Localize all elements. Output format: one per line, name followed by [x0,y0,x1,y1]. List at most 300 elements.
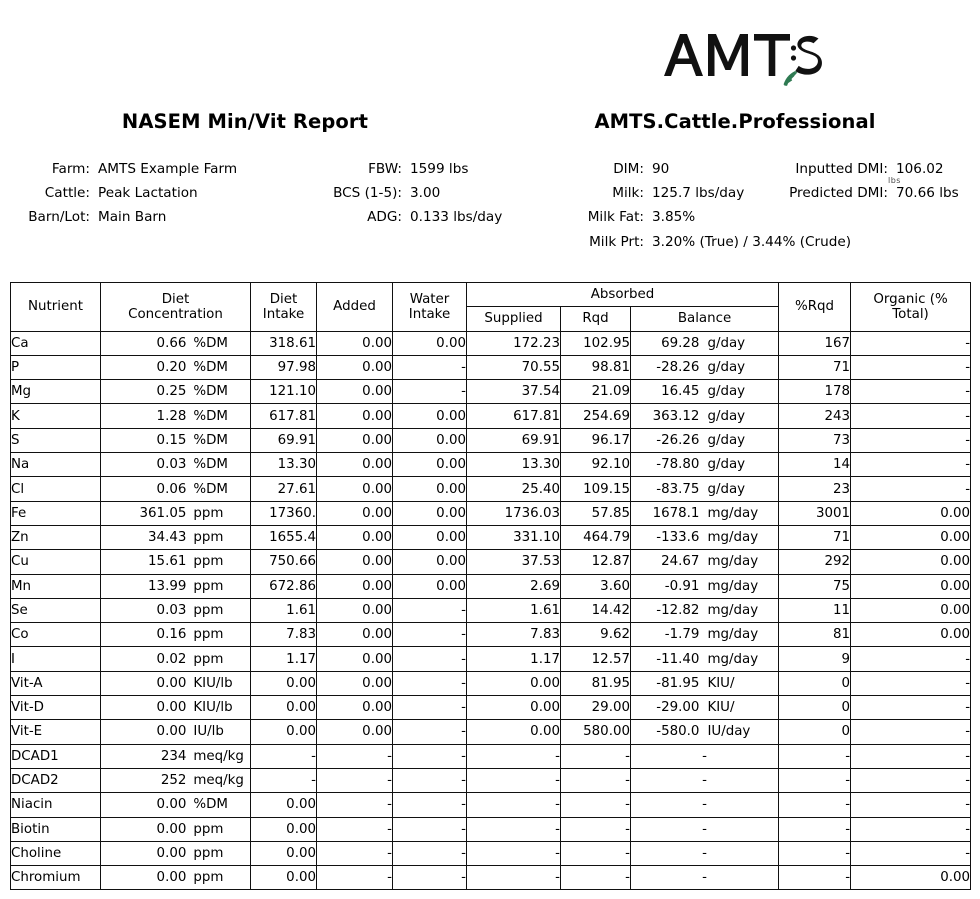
cell-nutrient: DCAD2 [11,768,101,792]
cell-nutrient: S [11,428,101,452]
cell-nutrient: DCAD1 [11,744,101,768]
header-column-dmi [760,157,980,205]
cell-added: 0.00 [317,380,393,404]
cell-supplied: 0.00 [467,671,561,695]
cell-organic: - [851,793,971,817]
cell-pct_rqd: 9 [779,647,851,671]
cell-diet_intake: 0.00 [251,720,317,744]
cell-water_intake: - [393,623,467,647]
cell-supplied: 1736.03 [467,501,561,525]
balance-value: -12.82 [656,603,700,618]
cell-pct_rqd: 11 [779,598,851,622]
cell-diet_intake: 0.00 [251,793,317,817]
cell-water_intake: 0.00 [393,453,467,477]
header-label-milk: Milk: [612,185,644,202]
header-label-fbw: FBW: [368,161,402,177]
cell-water_intake: - [393,355,467,379]
table-row [11,720,971,744]
cell-balance [631,355,779,379]
diet-concentration-unit: %DM [193,360,228,376]
cell-rqd: 29.00 [561,696,631,720]
diet-concentration-value: 0.15 [156,432,187,448]
cell-added: - [317,793,393,817]
cell-rqd: 14.42 [561,598,631,622]
cell-added: 0.00 [317,428,393,452]
cell-supplied: 331.10 [467,525,561,549]
diet-concentration-unit: %DM [193,408,228,424]
balance-unit: mg/day [707,578,759,594]
header-label-milk-fat: Milk Fat: [587,209,644,226]
cell-organic: - [851,453,971,477]
cell-water_intake: - [393,696,467,720]
cell-water_intake: - [393,744,467,768]
balance-unit: g/day [707,335,746,351]
table-row [11,841,971,865]
balance-value: - [702,821,707,837]
cell-balance [631,404,779,428]
cell-water_intake: 0.00 [393,501,467,525]
table-row [11,696,971,720]
col-header-rqd: Rqd [561,307,631,331]
balance-value: -26.26 [656,432,700,448]
header-value-milk: 125.7 lbs/day [652,185,745,202]
cell-pct_rqd: 71 [779,525,851,549]
balance-value: 363.12 [652,408,700,424]
col-header-organic: Organic (% Total) [851,283,971,332]
cell-diet-concentration [101,623,251,647]
cell-rqd: - [561,744,631,768]
cell-nutrient: Ca [11,331,101,355]
diet-concentration-unit: ppm [193,870,224,886]
cell-added: 0.00 [317,720,393,744]
header-label-inputted-dmi: Inputted DMI: [795,161,888,177]
diet-concentration-unit: %DM [193,481,228,497]
cell-water_intake: - [393,671,467,695]
diet-concentration-value: 0.00 [156,797,187,813]
cell-organic: - [851,355,971,379]
cell-pct_rqd: 23 [779,477,851,501]
cell-pct_rqd: 0 [779,671,851,695]
diet-concentration-value: 34.43 [148,530,187,546]
cell-pct_rqd: 3001 [779,501,851,525]
cell-balance [631,720,779,744]
table-row [11,598,971,622]
cell-balance [631,525,779,549]
cell-added: - [317,841,393,865]
header-value-inputted-dmi: 106.02 [896,161,944,177]
cell-diet_intake: 27.61 [251,477,317,501]
cell-added: 0.00 [317,550,393,574]
header-field-fbw [300,157,560,181]
table-row [11,525,971,549]
cell-supplied: 1.17 [467,647,561,671]
cell-diet-concentration [101,501,251,525]
cell-organic: 0.00 [851,866,971,890]
cell-water_intake: 0.00 [393,404,467,428]
table-row [11,817,971,841]
col-header-diet-concentration: Diet Concentration [101,283,251,332]
cell-nutrient: K [11,404,101,428]
header-value-milk-fat: 3.85% [652,209,696,226]
cell-diet-concentration [101,671,251,695]
diet-concentration-value: 0.20 [156,360,187,376]
cell-water_intake: - [393,817,467,841]
table-row [11,623,971,647]
header-value-bcs: 3.00 [410,185,441,202]
cell-balance [631,550,779,574]
cell-diet-concentration [101,696,251,720]
balance-value: -1.79 [664,627,700,643]
cell-supplied: 7.83 [467,623,561,647]
cell-diet-concentration [101,793,251,817]
header-value-milk-prt: 3.20% (True) / 3.44% (Crude) [652,233,852,250]
cell-rqd: - [561,841,631,865]
cell-added: 0.00 [317,501,393,525]
cell-diet_intake: 672.86 [251,574,317,598]
cell-balance [631,647,779,671]
diet-concentration-unit: %DM [193,457,228,473]
cell-pct_rqd: - [779,744,851,768]
header-column-body [300,157,560,230]
diet-concentration-value: 0.66 [156,335,187,351]
cell-rqd: 254.69 [561,404,631,428]
cell-rqd: 464.79 [561,525,631,549]
cell-pct_rqd: - [779,817,851,841]
balance-unit: g/day [707,360,746,376]
cell-supplied: - [467,768,561,792]
diet-concentration-value: 0.00 [156,700,187,716]
header-field-milk [570,181,792,205]
balance-value: - [702,870,707,886]
header-label-predicted-dmi: Predicted DMI: [789,185,888,202]
cell-nutrient: Se [11,598,101,622]
diet-concentration-value: 13.99 [148,578,187,594]
cell-water_intake: - [393,598,467,622]
cell-added: - [317,866,393,890]
header-value-farm: AMTS Example Farm [98,161,238,177]
balance-unit: KIU/ [707,675,735,691]
table-row [11,428,971,452]
cell-organic: 0.00 [851,623,971,647]
header-value-fbw: 1599 lbs [410,161,469,177]
report-title-left: NASEM Min/Vit Report [121,110,369,133]
cell-rqd: 12.57 [561,647,631,671]
cell-supplied: - [467,841,561,865]
col-header-supplied: Supplied [467,307,561,331]
balance-unit: mg/day [707,627,759,643]
cell-nutrient: Vit-D [11,696,101,720]
cell-pct_rqd: 75 [779,574,851,598]
cell-organic: - [851,380,971,404]
balance-unit: KIU/ [707,700,735,716]
table-row [11,501,971,525]
balance-unit: g/day [707,457,746,473]
cell-added: 0.00 [317,623,393,647]
cell-organic: - [851,720,971,744]
table-row [11,477,971,501]
diet-concentration-value: 0.03 [156,603,187,618]
col-header-added: Added [317,283,393,332]
cell-rqd: 57.85 [561,501,631,525]
diet-concentration-value: 0.06 [156,481,187,497]
cell-pct_rqd: 81 [779,623,851,647]
cell-added: 0.00 [317,671,393,695]
cell-organic: 0.00 [851,598,971,622]
cell-diet-concentration [101,331,251,355]
amts-logo-icon [660,22,830,94]
cell-added: 0.00 [317,598,393,622]
table-row [11,550,971,574]
balance-value: - [702,797,707,813]
cell-added: 0.00 [317,525,393,549]
cell-balance [631,331,779,355]
cell-added: 0.00 [317,331,393,355]
cell-organic: - [851,477,971,501]
cell-balance [631,453,779,477]
cell-water_intake: 0.00 [393,574,467,598]
cell-pct_rqd: - [779,866,851,890]
cell-rqd: - [561,866,631,890]
diet-concentration-value: 0.02 [156,651,187,667]
header-label-adg: ADG: [367,209,402,226]
cell-diet-concentration [101,550,251,574]
report-title-right: AMTS.Cattle.Professional [594,110,876,133]
cell-added: - [317,744,393,768]
table-row [11,744,971,768]
cell-added: 0.00 [317,647,393,671]
cell-pct_rqd: 71 [779,355,851,379]
header-field-farm [12,157,308,181]
cell-balance [631,501,779,525]
cell-nutrient: Vit-E [11,720,101,744]
cell-diet-concentration [101,866,251,890]
cell-rqd: - [561,817,631,841]
balance-value: 16.45 [661,384,700,400]
cell-balance [631,793,779,817]
table-row [11,404,971,428]
cell-balance [631,380,779,404]
balance-unit: g/day [707,384,746,400]
cell-diet-concentration [101,477,251,501]
cell-added: - [317,768,393,792]
balance-value: - [702,773,707,789]
cell-nutrient: Zn [11,525,101,549]
header-value-barn-lot: Main Barn [98,209,167,226]
diet-concentration-unit: KIU/lb [193,700,233,716]
table-row [11,671,971,695]
cell-supplied: 25.40 [467,477,561,501]
cell-organic: - [851,744,971,768]
table-header [11,283,971,332]
cell-balance [631,866,779,890]
balance-unit: mg/day [707,603,759,618]
balance-unit: mg/day [707,505,759,521]
col-header-pct-rqd: %Rqd [779,283,851,332]
report-titles [0,110,980,140]
cell-supplied: - [467,817,561,841]
balance-value: -83.75 [656,481,700,497]
cell-nutrient: Niacin [11,793,101,817]
cell-rqd: 92.10 [561,453,631,477]
cell-diet_intake: 0.00 [251,671,317,695]
cell-nutrient: Cl [11,477,101,501]
diet-concentration-value: 0.16 [156,627,187,643]
diet-concentration-value: 252 [160,773,187,789]
cell-nutrient: P [11,355,101,379]
balance-value: - [702,748,707,764]
cell-added: 0.00 [317,453,393,477]
cell-nutrient: Mn [11,574,101,598]
cell-diet_intake: 1.17 [251,647,317,671]
cell-balance [631,477,779,501]
cell-water_intake: 0.00 [393,477,467,501]
cell-rqd: - [561,768,631,792]
cell-nutrient: Mg [11,380,101,404]
header-label-dim: DIM: [613,161,644,177]
diet-concentration-unit: ppm [193,651,224,667]
diet-concentration-value: 361.05 [139,505,187,521]
cell-nutrient: Vit-A [11,671,101,695]
diet-concentration-value: 0.00 [156,821,187,837]
cell-organic: - [851,817,971,841]
cell-supplied: - [467,744,561,768]
balance-value: -78.80 [656,457,700,473]
cell-supplied: 37.53 [467,550,561,574]
cell-diet_intake: 121.10 [251,380,317,404]
diet-concentration-value: 0.00 [156,675,187,691]
cell-organic: 0.00 [851,550,971,574]
header-label-barn-lot: Barn/Lot: [28,209,90,226]
cell-nutrient: Choline [11,841,101,865]
table-row [11,574,971,598]
cell-rqd: 96.17 [561,428,631,452]
cell-diet-concentration [101,404,251,428]
cell-organic: - [851,696,971,720]
cell-organic: - [851,428,971,452]
cell-supplied: - [467,866,561,890]
cell-diet-concentration [101,720,251,744]
cell-balance [631,671,779,695]
diet-concentration-unit: meq/kg [193,748,244,764]
cell-balance [631,744,779,768]
cell-diet_intake: - [251,744,317,768]
balance-unit: g/day [707,408,746,424]
diet-concentration-value: 1.28 [156,408,187,424]
cell-organic: 0.00 [851,501,971,525]
header-field-milk-prt [570,230,852,254]
cell-supplied: 13.30 [467,453,561,477]
balance-value: -580.0 [656,724,700,740]
cell-diet-concentration [101,453,251,477]
cell-rqd: 21.09 [561,380,631,404]
col-header-nutrient: Nutrient [11,283,101,332]
balance-unit: mg/day [707,530,759,546]
cell-organic: - [851,404,971,428]
diet-concentration-unit: %DM [193,797,228,813]
cell-pct_rqd: 178 [779,380,851,404]
cell-water_intake: - [393,793,467,817]
col-header-water-intake: Water Intake [393,283,467,332]
cell-balance [631,768,779,792]
cell-diet-concentration [101,768,251,792]
cell-added: 0.00 [317,355,393,379]
cell-diet_intake: 0.00 [251,866,317,890]
balance-unit: IU/day [707,724,751,740]
cell-diet-concentration [101,817,251,841]
cell-water_intake: - [393,380,467,404]
cell-diet_intake: 69.91 [251,428,317,452]
cell-balance [631,841,779,865]
table-row [11,380,971,404]
cell-diet-concentration [101,598,251,622]
header-value-adg: 0.133 lbs/day [410,209,503,226]
cell-pct_rqd: - [779,841,851,865]
sprig-icon [784,71,798,87]
cell-rqd: 109.15 [561,477,631,501]
cell-pct_rqd: 0 [779,696,851,720]
header-value-predicted-dmi: 70.66 lbs [896,185,959,202]
table-row [11,331,971,355]
diet-concentration-unit: %DM [193,384,228,400]
cell-diet-concentration [101,428,251,452]
cell-diet_intake: 1.61 [251,598,317,622]
cell-pct_rqd: 243 [779,404,851,428]
table-row [11,647,971,671]
diet-concentration-unit: ppm [193,603,224,618]
cell-added: 0.00 [317,477,393,501]
cell-organic: - [851,647,971,671]
cell-rqd: 81.95 [561,671,631,695]
balance-unit: g/day [707,432,746,448]
cell-added: - [317,817,393,841]
header-label-milk-prt: Milk Prt: [589,233,644,250]
balance-value: 24.67 [661,554,700,570]
cell-pct_rqd: 292 [779,550,851,574]
cell-diet_intake: 7.83 [251,623,317,647]
cell-nutrient: I [11,647,101,671]
cell-diet-concentration [101,841,251,865]
table-row [11,866,971,890]
cell-organic: - [851,331,971,355]
diet-concentration-unit: ppm [193,554,224,570]
cell-rqd: 102.95 [561,331,631,355]
cell-supplied: 70.55 [467,355,561,379]
cell-balance [631,696,779,720]
cell-diet_intake: 13.30 [251,453,317,477]
header-field-milk-fat [570,205,792,229]
header-field-cattle [12,181,308,205]
header-field-inputted-dmi [760,157,980,181]
cell-nutrient: Na [11,453,101,477]
cell-added: 0.00 [317,404,393,428]
cell-water_intake: 0.00 [393,550,467,574]
cell-pct_rqd: - [779,793,851,817]
col-header-balance: Balance [631,307,779,331]
cell-diet_intake: - [251,768,317,792]
header-field-adg [300,205,560,229]
diet-concentration-unit: ppm [193,505,224,521]
cell-diet_intake: 318.61 [251,331,317,355]
cell-diet_intake: 750.66 [251,550,317,574]
balance-value: -28.26 [656,360,700,376]
cell-pct_rqd: 73 [779,428,851,452]
header-field-predicted-dmi [760,181,980,205]
header-label-cattle: Cattle: [44,185,90,202]
balance-value: 1678.1 [652,505,700,521]
cell-water_intake: - [393,866,467,890]
diet-concentration-value: 0.00 [156,845,187,861]
cell-water_intake: 0.00 [393,331,467,355]
